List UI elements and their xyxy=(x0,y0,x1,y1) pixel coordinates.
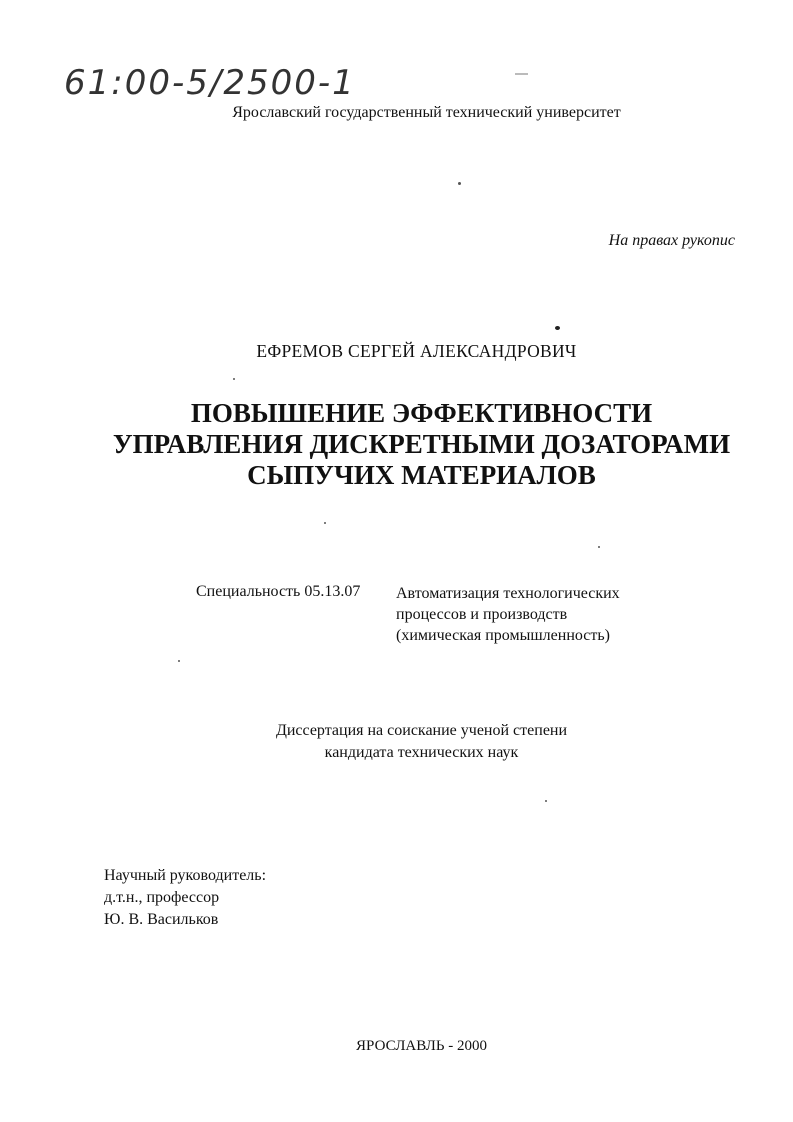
handwritten-archive-number xyxy=(60,52,530,112)
scan-speck xyxy=(324,522,326,524)
city-year-footer: ЯРОСЛАВЛЬ - 2000 xyxy=(356,1038,487,1054)
supervisor-line-2: д.т.н., профессор xyxy=(104,889,220,906)
scan-speck xyxy=(545,800,547,802)
scan-speck xyxy=(555,326,560,330)
scan-speck xyxy=(178,660,180,662)
scan-speck xyxy=(458,182,461,185)
dissertation-title xyxy=(0,398,793,491)
specialty-description xyxy=(396,583,620,646)
degree-statement xyxy=(0,720,793,764)
title-line-1: ПОВЫШЕНИЕ ЭФФЕКТИВНОСТИ xyxy=(190,398,653,428)
university-name: Ярославский государственный технический университет xyxy=(232,104,621,121)
supervisor-line-1: Научный руководитель: xyxy=(104,867,267,884)
degree-line-1: Диссертация на соискание ученой степени xyxy=(275,722,568,739)
specialty-line-2: процессов и производств xyxy=(396,606,568,623)
scientific-supervisor xyxy=(104,865,266,931)
supervisor-line-3: Ю. В. Васильков xyxy=(104,911,219,928)
specialty-label: Специальность 05.13.07 xyxy=(196,583,361,600)
manuscript-rights-note: На правах рукопис xyxy=(608,232,735,249)
specialty-line-1: Автоматизация технологических xyxy=(396,585,620,602)
handwritten-note-text: 61:00-5/2500-1 xyxy=(64,63,356,103)
specialty-line-3: (химическая промышленность) xyxy=(396,627,610,644)
author-name: ЕФРЕМОВ СЕРГЕЙ АЛЕКСАНДРОВИЧ xyxy=(256,341,577,361)
title-line-3: СЫПУЧИХ МАТЕРИАЛОВ xyxy=(247,460,596,490)
scan-speck xyxy=(598,546,600,548)
degree-line-2: кандидата технических наук xyxy=(324,744,519,761)
title-line-2: УПРАВЛЕНИЯ ДИСКРЕТНЫМИ ДОЗАТОРАМИ xyxy=(112,429,731,459)
scan-speck xyxy=(233,378,235,380)
